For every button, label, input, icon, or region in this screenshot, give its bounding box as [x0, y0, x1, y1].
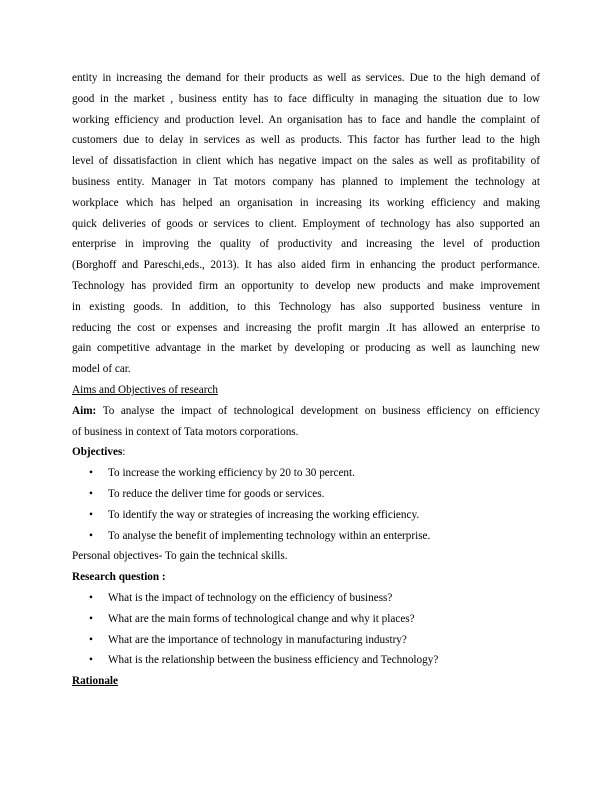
- list-item-text: To analyse the benefit of implementing technology within an enterprise.: [108, 529, 431, 542]
- aim-block: [72, 401, 540, 443]
- rationale-heading: Rationale: [72, 675, 118, 688]
- objectives-label: Objectives: [72, 446, 123, 459]
- list-item-text: What are the main forms of technological change and why it places?: [108, 612, 415, 625]
- paragraph-line: gain competitive advantage in the market by developing or producing as well as launching new: [72, 342, 540, 355]
- paragraph-line: Technology has provided firm an opportunity to develop new products and make improvement: [72, 279, 540, 292]
- paragraph-line: (Borghoff and Pareschi,eds., 2013). It has also aided firm in enhancing the product performance.: [72, 259, 540, 272]
- paragraph-line: level of dissatisfaction in client which has negative impact on the sales as well as profitability of: [72, 155, 540, 168]
- aim-line-2: of business in context of Tata motors corporations.: [72, 425, 299, 438]
- personal-objectives: Personal objectives- To gain the technical skills.: [72, 550, 288, 563]
- paragraph-line: model of car.: [72, 363, 131, 376]
- paragraph-line: workplace which has helped an organisation in increasing its working efficiency and making: [72, 196, 540, 209]
- paragraph-line: enterprise in improving the quality of productivity and increasing the level of production: [72, 238, 540, 251]
- list-item-text: What is the impact of technology on the efficiency of business?: [108, 591, 393, 604]
- paragraph-line: reducing the cost or expenses and increasing the profit margin .It has allowed an enterprise to: [72, 321, 540, 334]
- aims-objectives-heading: Aims and Objectives of research: [72, 383, 219, 396]
- paragraph-line: good in the market , business entity has to face difficulty in managing the situation due to low: [72, 92, 540, 105]
- list-item: [72, 650, 540, 671]
- bullet-icon: •: [89, 529, 93, 542]
- intro-paragraph: [72, 68, 540, 380]
- bullet-icon: •: [89, 591, 93, 604]
- list-item: [72, 484, 540, 505]
- list-item: [72, 505, 540, 526]
- list-item-text: To increase the working efficiency by 20 to 30 percent.: [108, 467, 355, 480]
- bullet-icon: •: [89, 508, 93, 521]
- objectives-heading: [72, 442, 540, 463]
- paragraph-line: business entity. Manager in Tat motors company has planned to implement the technology at: [72, 175, 540, 188]
- list-item-text: What are the importance of technology in manufacturing industry?: [108, 633, 407, 646]
- list-item: [72, 588, 540, 609]
- list-item-text: What is the relationship between the business efficiency and Technology?: [108, 654, 439, 667]
- paragraph-line: in existing goods. In addition, to this Technology has also supported business venture in: [72, 300, 540, 313]
- research-question-list: [72, 588, 540, 671]
- bullet-icon: •: [89, 612, 93, 625]
- list-item: [72, 463, 540, 484]
- paragraph-line: working efficiency and production level. An organisation has to face and handle the complaint of: [72, 113, 540, 126]
- list-item: [72, 526, 540, 547]
- paragraph-line: entity in increasing the demand for their products as well as services. Due to the high demand of: [72, 72, 540, 84]
- bullet-icon: •: [89, 654, 93, 667]
- bullet-icon: •: [89, 487, 93, 500]
- research-question-heading: Research question :: [72, 571, 166, 584]
- document-page: [72, 68, 540, 692]
- aim-text: To analyse the impact of technological development on business efficiency on efficiency: [102, 404, 540, 417]
- bullet-icon: •: [89, 467, 93, 480]
- list-item: [72, 630, 540, 651]
- objectives-list: [72, 463, 540, 546]
- paragraph-line: customers due to delay in services as well as products. This factor has further lead to the high: [72, 134, 540, 147]
- list-item-text: To identify the way or strategies of increasing the working efficiency.: [108, 508, 420, 521]
- paragraph-line: quick deliveries of goods or services to client. Employment of technology has also supported an: [72, 217, 540, 230]
- bullet-icon: •: [89, 633, 93, 646]
- aim-line-1: [72, 401, 540, 422]
- list-item: [72, 609, 540, 630]
- aim-label: Aim:: [72, 404, 103, 417]
- objectives-colon: :: [122, 446, 126, 459]
- list-item-text: To reduce the deliver time for goods or services.: [108, 487, 325, 500]
